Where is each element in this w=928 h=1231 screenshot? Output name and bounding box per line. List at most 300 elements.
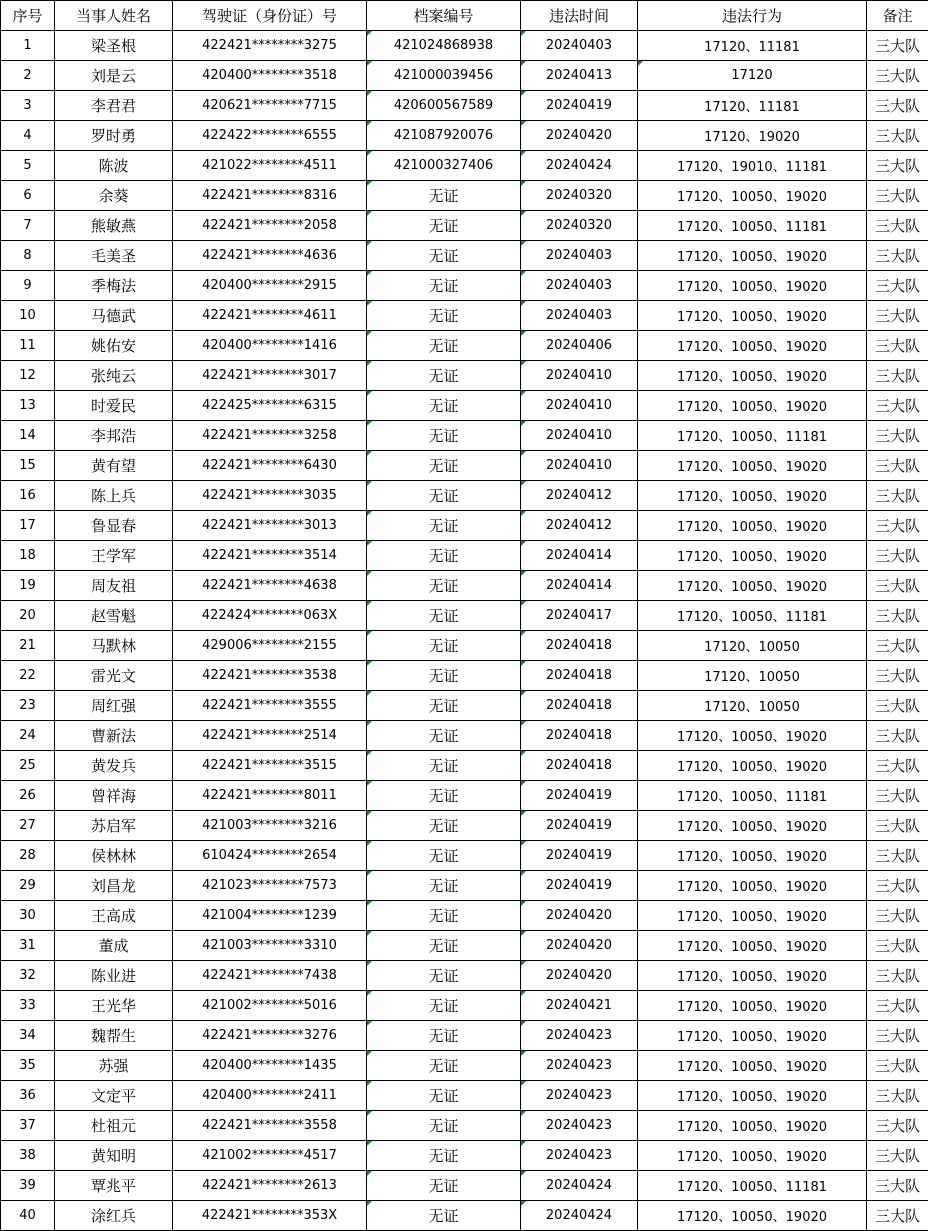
table-row	[1, 1111, 928, 1141]
table-row	[1, 631, 928, 661]
cell-license-id: 422421********7438	[173, 961, 367, 991]
cell-remarks: 三大队	[867, 1201, 928, 1231]
header-license-id: 驾驶证（身份证）号	[173, 1, 367, 31]
cell-name: 陈波	[55, 151, 173, 181]
table-row	[1, 181, 928, 211]
cell-name: 苏强	[55, 1051, 173, 1081]
cell-remarks: 三大队	[867, 181, 928, 211]
cell-name: 苏启军	[55, 811, 173, 841]
cell-violation-date: 20240421	[521, 991, 638, 1021]
cell-index: 7	[1, 211, 55, 241]
header-violation-date: 违法时间	[521, 1, 638, 31]
table-row	[1, 511, 928, 541]
cell-name: 曹新法	[55, 721, 173, 751]
cell-violation-date: 20240420	[521, 901, 638, 931]
cell-index: 30	[1, 901, 55, 931]
cell-violation-codes: 17120、10050	[638, 661, 867, 691]
cell-remarks: 三大队	[867, 301, 928, 331]
cell-file-number: 无证	[367, 1111, 521, 1141]
cell-violation-codes: 17120、10050、11181	[638, 211, 867, 241]
cell-name: 陈业进	[55, 961, 173, 991]
cell-index: 14	[1, 421, 55, 451]
table-row	[1, 1201, 928, 1231]
cell-violation-date: 20240423	[521, 1051, 638, 1081]
cell-index: 25	[1, 751, 55, 781]
cell-violation-date: 20240413	[521, 61, 638, 91]
cell-name: 李邦浩	[55, 421, 173, 451]
cell-violation-date: 20240419	[521, 841, 638, 871]
cell-remarks: 三大队	[867, 841, 928, 871]
cell-violation-date: 20240424	[521, 1201, 638, 1231]
cell-index: 6	[1, 181, 55, 211]
cell-license-id: 422421********353X	[173, 1201, 367, 1231]
cell-violation-codes: 17120、10050、19020	[638, 241, 867, 271]
cell-violation-codes: 17120、10050、19020	[638, 451, 867, 481]
cell-name: 周友祖	[55, 571, 173, 601]
cell-index: 12	[1, 361, 55, 391]
cell-license-id: 422421********6430	[173, 451, 367, 481]
cell-violation-codes: 17120、10050、19020	[638, 961, 867, 991]
cell-index: 5	[1, 151, 55, 181]
cell-violation-date: 20240418	[521, 631, 638, 661]
cell-file-number: 无证	[367, 571, 521, 601]
cell-license-id: 422421********3514	[173, 541, 367, 571]
cell-license-id: 422421********8316	[173, 181, 367, 211]
cell-license-id: 421002********4517	[173, 1141, 367, 1171]
cell-violation-date: 20240417	[521, 601, 638, 631]
table-row	[1, 1021, 928, 1051]
cell-violation-date: 20240424	[521, 151, 638, 181]
cell-violation-date: 20240423	[521, 1081, 638, 1111]
cell-violation-date: 20240320	[521, 181, 638, 211]
header-violation-codes: 违法行为	[638, 1, 867, 31]
cell-file-number: 无证	[367, 961, 521, 991]
cell-name: 董成	[55, 931, 173, 961]
cell-violation-codes: 17120、10050、19020	[638, 481, 867, 511]
cell-name: 姚佑安	[55, 331, 173, 361]
cell-violation-date: 20240410	[521, 361, 638, 391]
cell-name: 时爱民	[55, 391, 173, 421]
table-row	[1, 841, 928, 871]
cell-license-id: 421002********5016	[173, 991, 367, 1021]
cell-remarks: 三大队	[867, 1141, 928, 1171]
cell-remarks: 三大队	[867, 61, 928, 91]
table-row	[1, 721, 928, 751]
cell-license-id: 421004********1239	[173, 901, 367, 931]
cell-violation-date: 20240414	[521, 571, 638, 601]
table-row	[1, 781, 928, 811]
cell-violation-codes: 17120、10050、19020	[638, 931, 867, 961]
table-row	[1, 931, 928, 961]
cell-violation-codes: 17120、19020	[638, 121, 867, 151]
cell-violation-codes: 17120	[638, 61, 867, 91]
cell-violation-codes: 17120、11181	[638, 31, 867, 61]
cell-violation-date: 20240423	[521, 1021, 638, 1051]
cell-name: 张纯云	[55, 361, 173, 391]
cell-license-id: 422425********6315	[173, 391, 367, 421]
table-row	[1, 1141, 928, 1171]
header-index: 序号	[1, 1, 55, 31]
cell-file-number: 无证	[367, 781, 521, 811]
cell-file-number: 无证	[367, 451, 521, 481]
cell-violation-date: 20240420	[521, 931, 638, 961]
cell-file-number: 无证	[367, 1051, 521, 1081]
cell-violation-codes: 17120、10050、19020	[638, 871, 867, 901]
cell-name: 雷光文	[55, 661, 173, 691]
cell-name: 梁圣根	[55, 31, 173, 61]
cell-file-number: 无证	[367, 991, 521, 1021]
cell-violation-date: 20240410	[521, 391, 638, 421]
cell-index: 17	[1, 511, 55, 541]
cell-license-id: 420400********3518	[173, 61, 367, 91]
cell-remarks: 三大队	[867, 751, 928, 781]
cell-file-number: 421024868938	[367, 31, 521, 61]
cell-license-id: 422421********3258	[173, 421, 367, 451]
cell-remarks: 三大队	[867, 31, 928, 61]
cell-index: 39	[1, 1171, 55, 1201]
cell-violation-codes: 17120、10050、19020	[638, 181, 867, 211]
table-row	[1, 601, 928, 631]
cell-license-id: 420400********2411	[173, 1081, 367, 1111]
cell-name: 侯林林	[55, 841, 173, 871]
cell-violation-date: 20240403	[521, 301, 638, 331]
cell-file-number: 无证	[367, 541, 521, 571]
cell-remarks: 三大队	[867, 1171, 928, 1201]
table-row	[1, 301, 928, 331]
cell-index: 24	[1, 721, 55, 751]
table-row	[1, 61, 928, 91]
cell-license-id: 421003********3310	[173, 931, 367, 961]
cell-license-id: 422421********3275	[173, 31, 367, 61]
table-row	[1, 331, 928, 361]
cell-index: 4	[1, 121, 55, 151]
cell-remarks: 三大队	[867, 361, 928, 391]
table-row	[1, 901, 928, 931]
cell-violation-date: 20240412	[521, 481, 638, 511]
cell-license-id: 422421********3538	[173, 661, 367, 691]
table-row	[1, 421, 928, 451]
cell-index: 31	[1, 931, 55, 961]
cell-violation-codes: 17120、10050、19020	[638, 271, 867, 301]
cell-license-id: 422421********4638	[173, 571, 367, 601]
cell-file-number: 无证	[367, 181, 521, 211]
cell-license-id: 420621********7715	[173, 91, 367, 121]
cell-violation-date: 20240419	[521, 871, 638, 901]
cell-violation-codes: 17120、10050、19020	[638, 1141, 867, 1171]
cell-violation-date: 20240403	[521, 31, 638, 61]
cell-remarks: 三大队	[867, 91, 928, 121]
cell-violation-date: 20240418	[521, 751, 638, 781]
cell-license-id: 422421********8011	[173, 781, 367, 811]
cell-license-id: 422421********3555	[173, 691, 367, 721]
cell-name: 余葵	[55, 181, 173, 211]
cell-file-number: 无证	[367, 1081, 521, 1111]
cell-index: 29	[1, 871, 55, 901]
cell-name: 王学军	[55, 541, 173, 571]
cell-license-id: 420400********1435	[173, 1051, 367, 1081]
cell-violation-date: 20240423	[521, 1141, 638, 1171]
cell-index: 19	[1, 571, 55, 601]
cell-remarks: 三大队	[867, 871, 928, 901]
cell-license-id: 422421********3013	[173, 511, 367, 541]
cell-file-number: 无证	[367, 1171, 521, 1201]
cell-license-id: 422421********2514	[173, 721, 367, 751]
cell-violation-date: 20240410	[521, 451, 638, 481]
cell-violation-codes: 17120、10050、11181	[638, 601, 867, 631]
cell-file-number: 无证	[367, 691, 521, 721]
cell-license-id: 422421********3558	[173, 1111, 367, 1141]
table-row	[1, 151, 928, 181]
table-row	[1, 241, 928, 271]
cell-file-number: 无证	[367, 1021, 521, 1051]
cell-index: 2	[1, 61, 55, 91]
table-row	[1, 1081, 928, 1111]
cell-remarks: 三大队	[867, 1051, 928, 1081]
cell-index: 15	[1, 451, 55, 481]
cell-remarks: 三大队	[867, 271, 928, 301]
table-row	[1, 751, 928, 781]
cell-remarks: 三大队	[867, 211, 928, 241]
cell-remarks: 三大队	[867, 721, 928, 751]
cell-violation-date: 20240419	[521, 91, 638, 121]
cell-file-number: 无证	[367, 841, 521, 871]
cell-violation-codes: 17120、10050、19020	[638, 1081, 867, 1111]
cell-name: 赵雪魁	[55, 601, 173, 631]
cell-remarks: 三大队	[867, 901, 928, 931]
cell-license-id: 421023********7573	[173, 871, 367, 901]
cell-violation-date: 20240420	[521, 961, 638, 991]
cell-violation-date: 20240418	[521, 721, 638, 751]
cell-file-number: 无证	[367, 241, 521, 271]
cell-index: 38	[1, 1141, 55, 1171]
cell-violation-codes: 17120、10050、19020	[638, 331, 867, 361]
cell-index: 16	[1, 481, 55, 511]
cell-name: 覃兆平	[55, 1171, 173, 1201]
cell-file-number: 无证	[367, 481, 521, 511]
cell-remarks: 三大队	[867, 421, 928, 451]
cell-violation-codes: 17120、10050、19020	[638, 1111, 867, 1141]
cell-name: 马德武	[55, 301, 173, 331]
table-row	[1, 871, 928, 901]
cell-name: 黄发兵	[55, 751, 173, 781]
table-row	[1, 271, 928, 301]
cell-violation-date: 20240420	[521, 121, 638, 151]
cell-violation-date: 20240412	[521, 511, 638, 541]
cell-remarks: 三大队	[867, 241, 928, 271]
cell-license-id: 420400********2915	[173, 271, 367, 301]
cell-index: 26	[1, 781, 55, 811]
cell-license-id: 422421********4636	[173, 241, 367, 271]
cell-index: 32	[1, 961, 55, 991]
cell-remarks: 三大队	[867, 691, 928, 721]
cell-remarks: 三大队	[867, 661, 928, 691]
cell-file-number: 无证	[367, 601, 521, 631]
cell-remarks: 三大队	[867, 961, 928, 991]
cell-name: 李君君	[55, 91, 173, 121]
cell-file-number: 无证	[367, 811, 521, 841]
cell-name: 周红强	[55, 691, 173, 721]
cell-file-number: 无证	[367, 271, 521, 301]
cell-violation-codes: 17120、10050、11181	[638, 1171, 867, 1201]
cell-index: 28	[1, 841, 55, 871]
header-file-number: 档案编号	[367, 1, 521, 31]
cell-violation-codes: 17120、10050、19020	[638, 1201, 867, 1231]
cell-remarks: 三大队	[867, 931, 928, 961]
cell-name: 罗时勇	[55, 121, 173, 151]
cell-name: 文定平	[55, 1081, 173, 1111]
cell-remarks: 三大队	[867, 331, 928, 361]
header-remarks: 备注	[867, 1, 928, 31]
cell-license-id: 420400********1416	[173, 331, 367, 361]
table-row	[1, 121, 928, 151]
cell-violation-codes: 17120、10050	[638, 631, 867, 661]
cell-remarks: 三大队	[867, 1021, 928, 1051]
cell-violation-codes: 17120、11181	[638, 91, 867, 121]
cell-remarks: 三大队	[867, 391, 928, 421]
table-row	[1, 451, 928, 481]
cell-name: 熊敏燕	[55, 211, 173, 241]
cell-name: 黄知明	[55, 1141, 173, 1171]
cell-license-id: 422421********2058	[173, 211, 367, 241]
cell-index: 18	[1, 541, 55, 571]
cell-index: 10	[1, 301, 55, 331]
cell-license-id: 422421********3035	[173, 481, 367, 511]
cell-violation-codes: 17120、19010、11181	[638, 151, 867, 181]
cell-violation-codes: 17120、10050、19020	[638, 571, 867, 601]
cell-license-id: 422421********3515	[173, 751, 367, 781]
cell-file-number: 无证	[367, 661, 521, 691]
cell-index: 1	[1, 31, 55, 61]
cell-violation-date: 20240410	[521, 421, 638, 451]
cell-name: 刘是云	[55, 61, 173, 91]
cell-violation-codes: 17120、10050、11181	[638, 781, 867, 811]
cell-violation-codes: 17120、10050、19020	[638, 541, 867, 571]
table-row	[1, 991, 928, 1021]
cell-index: 40	[1, 1201, 55, 1231]
cell-index: 37	[1, 1111, 55, 1141]
cell-index: 35	[1, 1051, 55, 1081]
cell-license-id: 422421********2613	[173, 1171, 367, 1201]
cell-violation-codes: 17120、10050、19020	[638, 1021, 867, 1051]
table-row	[1, 211, 928, 241]
cell-index: 9	[1, 271, 55, 301]
cell-violation-date: 20240419	[521, 781, 638, 811]
cell-index: 11	[1, 331, 55, 361]
cell-license-id: 421003********3216	[173, 811, 367, 841]
cell-file-number: 无证	[367, 1141, 521, 1171]
cell-remarks: 三大队	[867, 1111, 928, 1141]
cell-violation-date: 20240406	[521, 331, 638, 361]
cell-violation-date: 20240418	[521, 661, 638, 691]
cell-file-number: 无证	[367, 1201, 521, 1231]
cell-index: 27	[1, 811, 55, 841]
cell-license-id: 421022********4511	[173, 151, 367, 181]
table-row	[1, 361, 928, 391]
cell-remarks: 三大队	[867, 811, 928, 841]
cell-file-number: 无证	[367, 631, 521, 661]
table-row	[1, 691, 928, 721]
cell-name: 鲁显春	[55, 511, 173, 541]
cell-violation-date: 20240403	[521, 241, 638, 271]
cell-violation-date: 20240418	[521, 691, 638, 721]
cell-index: 13	[1, 391, 55, 421]
cell-index: 20	[1, 601, 55, 631]
cell-violation-codes: 17120、10050、19020	[638, 361, 867, 391]
cell-remarks: 三大队	[867, 481, 928, 511]
cell-name: 毛美圣	[55, 241, 173, 271]
cell-file-number: 无证	[367, 361, 521, 391]
cell-violation-codes: 17120、10050、19020	[638, 991, 867, 1021]
table-row	[1, 31, 928, 61]
cell-file-number: 无证	[367, 421, 521, 451]
cell-file-number: 421087920076	[367, 121, 521, 151]
cell-license-id: 610424********2654	[173, 841, 367, 871]
cell-name: 刘昌龙	[55, 871, 173, 901]
cell-file-number: 无证	[367, 511, 521, 541]
cell-license-id: 422421********3276	[173, 1021, 367, 1051]
cell-violation-date: 20240419	[521, 811, 638, 841]
cell-remarks: 三大队	[867, 991, 928, 1021]
cell-name: 王光华	[55, 991, 173, 1021]
cell-violation-codes: 17120、10050、19020	[638, 301, 867, 331]
cell-file-number: 无证	[367, 301, 521, 331]
cell-remarks: 三大队	[867, 451, 928, 481]
cell-index: 34	[1, 1021, 55, 1051]
table-row	[1, 811, 928, 841]
cell-name: 涂红兵	[55, 1201, 173, 1231]
table-row	[1, 961, 928, 991]
table-row	[1, 91, 928, 121]
cell-license-id: 422422********6555	[173, 121, 367, 151]
cell-index: 8	[1, 241, 55, 271]
cell-name: 季梅法	[55, 271, 173, 301]
cell-index: 33	[1, 991, 55, 1021]
cell-file-number: 无证	[367, 871, 521, 901]
cell-file-number: 420600567589	[367, 91, 521, 121]
cell-file-number: 无证	[367, 751, 521, 781]
table-row	[1, 481, 928, 511]
cell-violation-codes: 17120、10050、19020	[638, 811, 867, 841]
cell-file-number: 421000327406	[367, 151, 521, 181]
cell-remarks: 三大队	[867, 1081, 928, 1111]
cell-file-number: 无证	[367, 391, 521, 421]
cell-file-number: 无证	[367, 331, 521, 361]
cell-violation-codes: 17120、10050、19020	[638, 751, 867, 781]
cell-file-number: 无证	[367, 721, 521, 751]
table-row	[1, 391, 928, 421]
cell-violation-codes: 17120、10050、19020	[638, 511, 867, 541]
cell-index: 21	[1, 631, 55, 661]
cell-violation-codes: 17120、10050、19020	[638, 721, 867, 751]
cell-name: 杜祖元	[55, 1111, 173, 1141]
cell-index: 23	[1, 691, 55, 721]
table-row	[1, 661, 928, 691]
cell-index: 36	[1, 1081, 55, 1111]
cell-remarks: 三大队	[867, 601, 928, 631]
header-row	[1, 1, 928, 31]
cell-file-number: 无证	[367, 901, 521, 931]
cell-violation-date: 20240320	[521, 211, 638, 241]
cell-violation-date: 20240414	[521, 541, 638, 571]
cell-violation-codes: 17120、10050、19020	[638, 901, 867, 931]
cell-license-id: 422421********4611	[173, 301, 367, 331]
cell-violation-date: 20240424	[521, 1171, 638, 1201]
cell-name: 马默林	[55, 631, 173, 661]
cell-license-id: 422424********063X	[173, 601, 367, 631]
cell-remarks: 三大队	[867, 121, 928, 151]
cell-remarks: 三大队	[867, 511, 928, 541]
cell-violation-codes: 17120、10050	[638, 691, 867, 721]
